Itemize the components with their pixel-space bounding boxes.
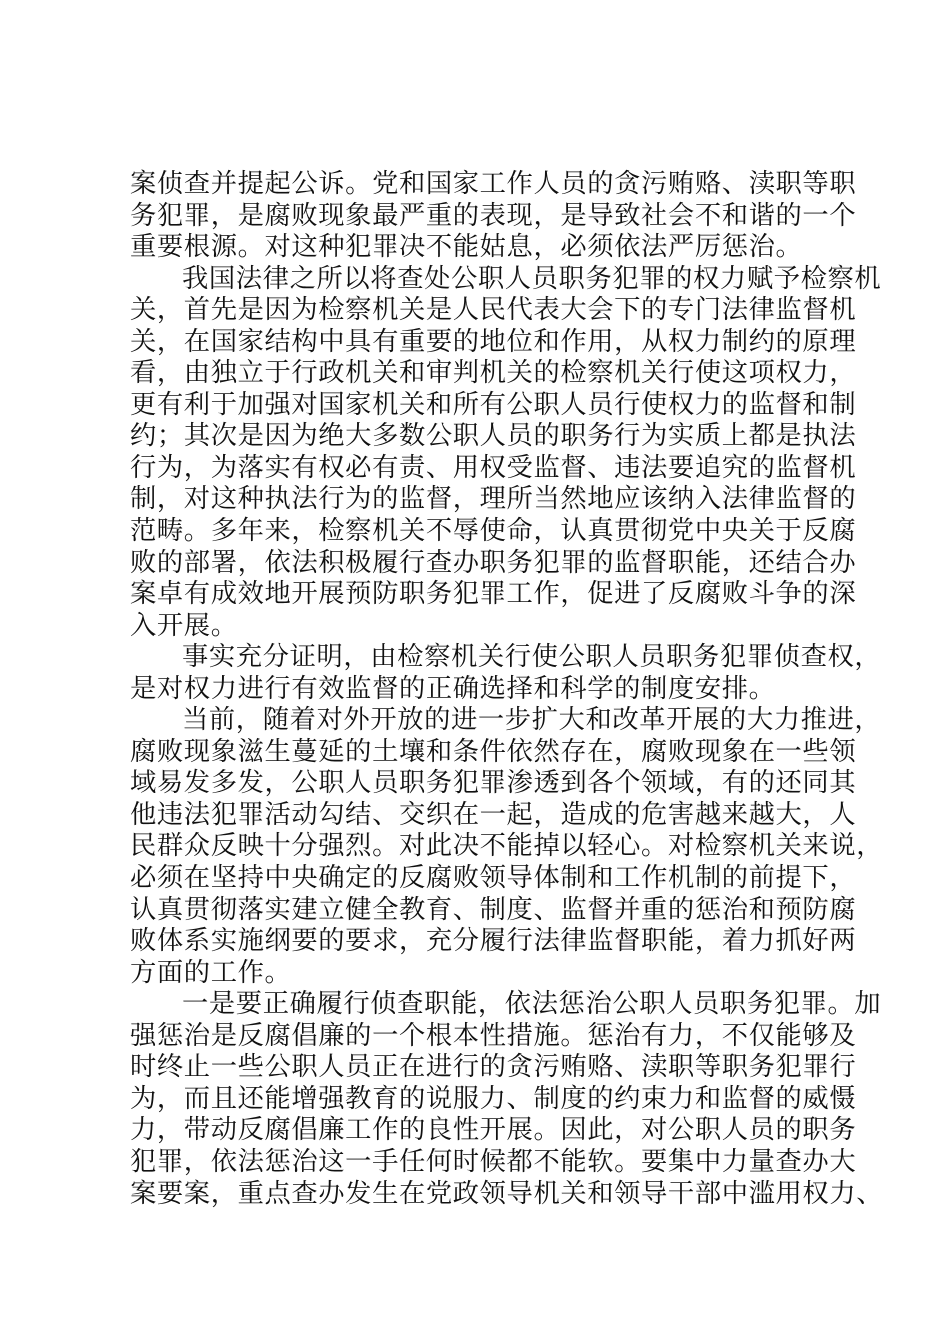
paragraph-first-line: 我国法律之所以将查处公职人员职务犯罪的权力赋予检察机	[182, 263, 882, 294]
text-line: 入开展。	[130, 610, 238, 641]
text-line: 是对权力进行有效监督的正确选择和科学的制度安排。	[130, 673, 776, 704]
text-line: 他违法犯罪活动勾结、交织在一起，造成的危害越来越大，人	[130, 799, 857, 830]
text-line: 腐败现象滋生蔓延的土壤和条件依然存在，腐败现象在一些领	[130, 736, 857, 767]
text-line: 案要案，重点查办发生在党政领导机关和领导干部中滥用权力、	[130, 1178, 884, 1209]
paragraph-first-line: 当前，随着对外开放的进一步扩大和改革开展的大力推进，	[182, 705, 882, 736]
text-line: 认真贯彻落实建立健全教育、制度、监督并重的惩治和预防腐	[130, 894, 857, 925]
text-line: 案侦查并提起公诉。党和国家工作人员的贪污贿赂、渎职等职	[130, 169, 857, 199]
text-line: 必须在坚持中央确定的反腐败领导体制和工作机制的前提下，	[130, 863, 857, 894]
text-line: 看，由独立于行政机关和审判机关的检察机关行使这项权力，	[130, 358, 857, 389]
text-line: 行为，为落实有权必有责、用权受监督、违法要追究的监督机	[130, 452, 857, 483]
text-line: 民群众反映十分强烈。对此决不能掉以轻心。对检察机关来说，	[130, 831, 884, 862]
text-line: 关，在国家结构中具有重要的地位和作用，从权力制约的原理	[130, 326, 857, 357]
text-line: 更有利于加强对国家机关和所有公职人员行使权力的监督和制	[130, 389, 857, 420]
text-line: 方面的工作。	[130, 957, 292, 988]
text-line: 约；其次是因为绝大多数公职人员的职务行为实质上都是执法	[130, 421, 857, 452]
text-line: 案卓有成效地开展预防职务犯罪工作，促进了反腐败斗争的深	[130, 579, 857, 610]
text-line: 重要根源。对这种犯罪决不能姑息，必须依法严厉惩治。	[130, 232, 803, 263]
text-line: 范畴。多年来，检察机关不辱使命，认真贯彻党中央关于反腐	[130, 516, 857, 547]
paragraph-first-line: 一是要正确履行侦查职能，依法惩治公职人员职务犯罪。加	[182, 989, 882, 1020]
paragraph-first-line: 事实充分证明，由检察机关行使公职人员职务犯罪侦查权，	[182, 642, 882, 673]
text-line: 力，带动反腐倡廉工作的良性开展。因此，对公职人员的职务	[130, 1115, 857, 1146]
text-line: 败体系实施纲要的要求，充分履行法律监督职能，着力抓好两	[130, 926, 857, 957]
text-line: 为，而且还能增强教育的说服力、制度的约束力和监督的威慑	[130, 1083, 857, 1114]
document-body	[130, 169, 884, 1210]
text-line: 关，首先是因为检察机关是人民代表大会下的专门法律监督机	[130, 295, 857, 326]
text-line: 犯罪，依法惩治这一手任何时候都不能软。要集中力量查办大	[130, 1146, 857, 1177]
text-line: 制，对这种执法行为的监督，理所当然地应该纳入法律监督的	[130, 484, 857, 515]
text-line: 败的部署，依法积极履行查办职务犯罪的监督职能，还结合办	[130, 547, 857, 578]
text-line: 强惩治是反腐倡廉的一个根本性措施。惩治有力，不仅能够及	[130, 1020, 857, 1051]
text-line: 务犯罪，是腐败现象最严重的表现，是导致社会不和谐的一个	[130, 200, 857, 231]
text-line: 域易发多发，公职人员职务犯罪渗透到各个领域，有的还同其	[130, 768, 857, 799]
text-line: 时终止一些公职人员正在进行的贪污贿赂、渎职等职务犯罪行	[130, 1052, 857, 1083]
